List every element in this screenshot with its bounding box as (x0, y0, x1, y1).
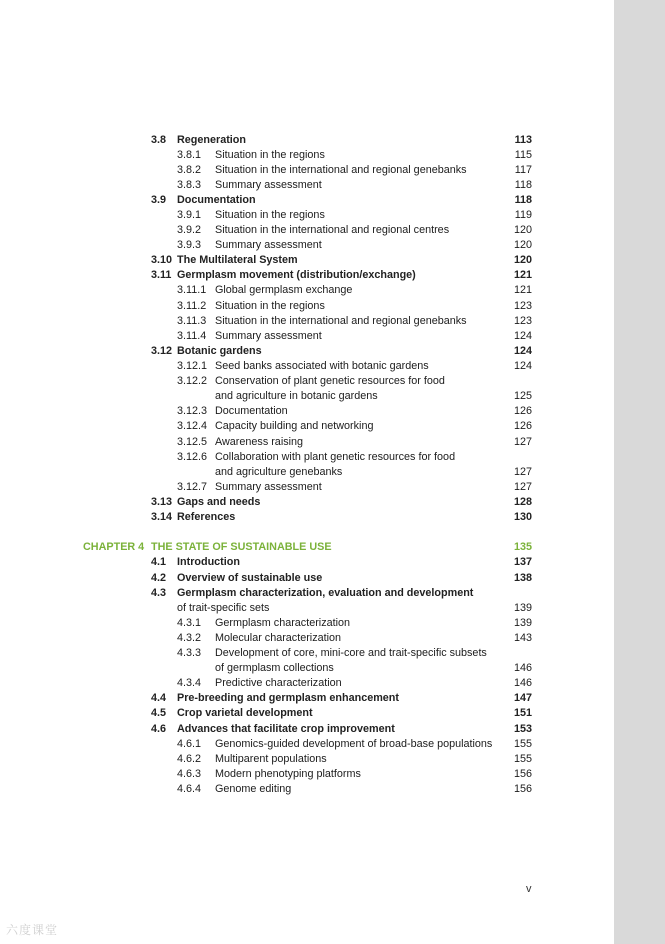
entry-title: Summary assessment (215, 179, 322, 191)
entry-page-number: 156 (513, 783, 532, 795)
entry-title: Multiparent populations (215, 753, 327, 765)
entry-title: Introduction (177, 556, 240, 568)
toc-entry[interactable] (0, 404, 614, 419)
entry-page-number: 121 (513, 269, 532, 281)
toc-chapter-heading[interactable] (0, 540, 614, 555)
entry-page-number: 120 (513, 239, 532, 251)
page-number: v (526, 883, 532, 895)
entry-page-number: 139 (513, 602, 532, 614)
toc-entry[interactable] (0, 329, 614, 344)
entry-title: of germplasm collections (215, 662, 334, 674)
entry-number: 4.3.1 (177, 617, 202, 629)
entry-title: of trait-specific sets (177, 602, 270, 614)
entry-number: 3.11.4 (177, 330, 207, 342)
toc-section[interactable] (0, 193, 614, 208)
entry-page-number: 127 (513, 436, 532, 448)
entry-title: Gaps and needs (177, 496, 261, 508)
entry-page-number: 135 (513, 541, 532, 553)
entry-number: 4.3.2 (177, 632, 202, 644)
entry-page-number: 124 (513, 360, 532, 372)
entry-number: 4.2 (151, 572, 167, 584)
toc-section[interactable] (0, 722, 614, 737)
entry-number: 3.9.3 (177, 239, 202, 251)
entry-page-number: 147 (513, 692, 532, 704)
entry-number: 3.11.3 (177, 315, 207, 327)
entry-title: THE STATE OF SUSTAINABLE USE (151, 541, 332, 553)
toc-entry[interactable] (0, 601, 614, 616)
entry-title: Germplasm movement (distribution/exchange) (177, 269, 416, 281)
entry-title: The Multilateral System (177, 254, 298, 266)
entry-page-number: 115 (514, 149, 532, 161)
toc-entry[interactable] (0, 480, 614, 495)
toc-entry[interactable] (0, 223, 614, 238)
toc-entry[interactable] (0, 737, 614, 752)
entry-number: 4.3.3 (177, 647, 202, 659)
toc-entry[interactable] (0, 374, 614, 389)
toc-entry[interactable] (0, 299, 614, 314)
entry-title: Genome editing (215, 783, 292, 795)
toc-section[interactable] (0, 510, 614, 525)
toc-entry[interactable] (0, 661, 614, 676)
entry-number: 3.9.1 (177, 209, 202, 221)
entry-page-number: 153 (513, 723, 532, 735)
toc-entry[interactable] (0, 752, 614, 767)
entry-number: 4.6.2 (177, 753, 202, 765)
entry-number: 4.6 (151, 723, 167, 735)
entry-page-number: 146 (513, 677, 532, 689)
entry-number: 3.12.4 (177, 420, 208, 432)
entry-page-number: 119 (514, 209, 532, 221)
entry-number: 3.14 (151, 511, 173, 523)
toc-entry[interactable] (0, 782, 614, 797)
toc-entry[interactable] (0, 208, 614, 223)
entry-title: Summary assessment (215, 481, 322, 493)
entry-number: 3.12.6 (177, 451, 208, 463)
entry-number: 3.10 (151, 254, 173, 266)
entry-title: Situation in the regions (215, 149, 325, 161)
entry-number: 3.12.5 (177, 436, 208, 448)
entry-number: 3.11 (151, 269, 172, 281)
toc-section[interactable] (0, 571, 614, 586)
toc-entry[interactable] (0, 767, 614, 782)
entry-page-number: 126 (513, 405, 532, 417)
entry-page-number: 146 (513, 662, 532, 674)
entry-title: Predictive characterization (215, 677, 342, 689)
entry-title: Awareness raising (215, 436, 304, 448)
entry-page-number: 120 (513, 224, 532, 236)
toc-section[interactable] (0, 691, 614, 706)
entry-page-number: 143 (513, 632, 532, 644)
entry-page-number: 128 (513, 496, 532, 508)
entry-number: 3.9.2 (177, 224, 202, 236)
entry-title: References (177, 511, 236, 523)
entry-number: 3.12.3 (177, 405, 208, 417)
entry-title: Seed banks associated with botanic gardens (215, 360, 429, 372)
entry-title: Capacity building and networking (215, 420, 374, 432)
toc-entry[interactable] (0, 646, 614, 661)
entry-title: Botanic gardens (177, 345, 262, 357)
entry-number: 4.6.4 (177, 783, 202, 795)
entry-page-number: 139 (513, 617, 532, 629)
entry-number: 4.5 (151, 707, 167, 719)
entry-page-number: 130 (513, 511, 532, 523)
entry-title: Situation in the regions (215, 209, 325, 221)
entry-title: Overview of sustainable use (177, 572, 323, 584)
entry-page-number: 155 (513, 738, 532, 750)
entry-page-number: 121 (513, 284, 532, 296)
entry-number: 3.11.2 (177, 300, 207, 312)
entry-number: 3.8.2 (177, 164, 202, 176)
entry-page-number: 156 (513, 768, 532, 780)
toc-entry[interactable] (0, 163, 614, 178)
entry-number: 3.13 (151, 496, 173, 508)
entry-title: Situation in the international and regional genebanks (215, 164, 467, 176)
page-margin-bar (614, 0, 665, 944)
entry-number: 4.6.3 (177, 768, 202, 780)
entry-title: Situation in the regions (215, 300, 325, 312)
entry-page-number: 151 (513, 707, 532, 719)
entry-title: Situation in the international and regional genebanks (215, 315, 467, 327)
entry-number: 3.8.1 (177, 149, 202, 161)
entry-title: Germplasm characterization, evaluation and development (177, 587, 474, 599)
entry-page-number: 117 (514, 164, 532, 176)
toc-entry[interactable] (0, 435, 614, 450)
entry-page-number: 124 (513, 330, 532, 342)
toc-section[interactable] (0, 495, 614, 510)
entry-title: Documentation (177, 194, 256, 206)
entry-title: Summary assessment (215, 239, 322, 251)
chapter-number: CHAPTER 4 (83, 541, 145, 553)
entry-title: Molecular characterization (215, 632, 342, 644)
entry-title: Collaboration with plant genetic resources for food (215, 451, 456, 463)
entry-title: Germplasm characterization (215, 617, 351, 629)
entry-page-number: 118 (514, 194, 532, 206)
entry-page-number: 127 (513, 481, 532, 493)
entry-number: 4.1 (151, 556, 167, 568)
entry-number: 3.12.7 (177, 481, 208, 493)
entry-title: Documentation (215, 405, 288, 417)
entry-title: Crop varietal development (177, 707, 313, 719)
entry-page-number: 125 (513, 390, 532, 402)
entry-number: 3.12 (151, 345, 173, 357)
entry-number: 4.3 (151, 587, 167, 599)
toc-entry[interactable] (0, 238, 614, 253)
watermark-logo: 六度课堂 (6, 923, 59, 937)
entry-title: Conservation of plant genetic resources for food (215, 375, 445, 387)
toc-section[interactable] (0, 253, 614, 268)
entry-page-number: 126 (513, 420, 532, 432)
entry-page-number: 138 (513, 572, 532, 584)
entry-page-number: 127 (513, 466, 532, 478)
toc-entry[interactable] (0, 676, 614, 691)
entry-page-number: 124 (513, 345, 532, 357)
toc-section[interactable] (0, 586, 614, 601)
entry-title: Modern phenotyping platforms (215, 768, 361, 780)
toc-section[interactable] (0, 344, 614, 359)
toc-section[interactable] (0, 555, 614, 570)
toc-entry[interactable] (0, 419, 614, 434)
entry-title: Genomics-guided development of broad-base populations (215, 738, 493, 750)
toc-entry[interactable] (0, 616, 614, 631)
entry-title: and agriculture genebanks (215, 466, 343, 478)
toc-section[interactable] (0, 133, 614, 148)
toc-entry[interactable] (0, 450, 614, 465)
entry-title: Situation in the international and regional centres (215, 224, 450, 236)
entry-title: and agriculture in botanic gardens (215, 390, 378, 402)
entry-number: 3.8.3 (177, 179, 202, 191)
entry-page-number: 155 (513, 753, 532, 765)
entry-page-number: 123 (513, 315, 532, 327)
entry-number: 4.4 (151, 692, 167, 704)
entry-title: Global germplasm exchange (215, 284, 353, 296)
toc-entry[interactable] (0, 465, 614, 480)
toc-entry[interactable] (0, 314, 614, 329)
entry-page-number: 118 (514, 179, 532, 191)
toc-entry[interactable] (0, 283, 614, 298)
entry-number: 4.3.4 (177, 677, 202, 689)
toc-entry[interactable] (0, 359, 614, 374)
entry-page-number: 113 (514, 134, 532, 146)
toc-section[interactable] (0, 268, 614, 283)
toc-entry[interactable] (0, 389, 614, 404)
toc-entry[interactable] (0, 178, 614, 193)
entry-title: Advances that facilitate crop improvement (177, 723, 395, 735)
entry-number: 3.11.1 (177, 284, 207, 296)
entry-title: Development of core, mini-core and trait-specific subsets (215, 647, 487, 659)
entry-page-number: 137 (513, 556, 532, 568)
entry-page-number: 123 (513, 300, 532, 312)
toc-entry[interactable] (0, 148, 614, 163)
entry-page-number: 120 (513, 254, 532, 266)
entry-title: Summary assessment (215, 330, 322, 342)
toc-entry[interactable] (0, 631, 614, 646)
entry-number: 4.6.1 (177, 738, 202, 750)
entry-number: 3.12.1 (177, 360, 208, 372)
entry-title: Pre-breeding and germplasm enhancement (177, 692, 399, 704)
toc-section[interactable] (0, 706, 614, 721)
entry-title: Regeneration (177, 134, 246, 146)
entry-number: 3.12.2 (177, 375, 208, 387)
entry-number: 3.8 (151, 134, 167, 146)
entry-number: 3.9 (151, 194, 167, 206)
